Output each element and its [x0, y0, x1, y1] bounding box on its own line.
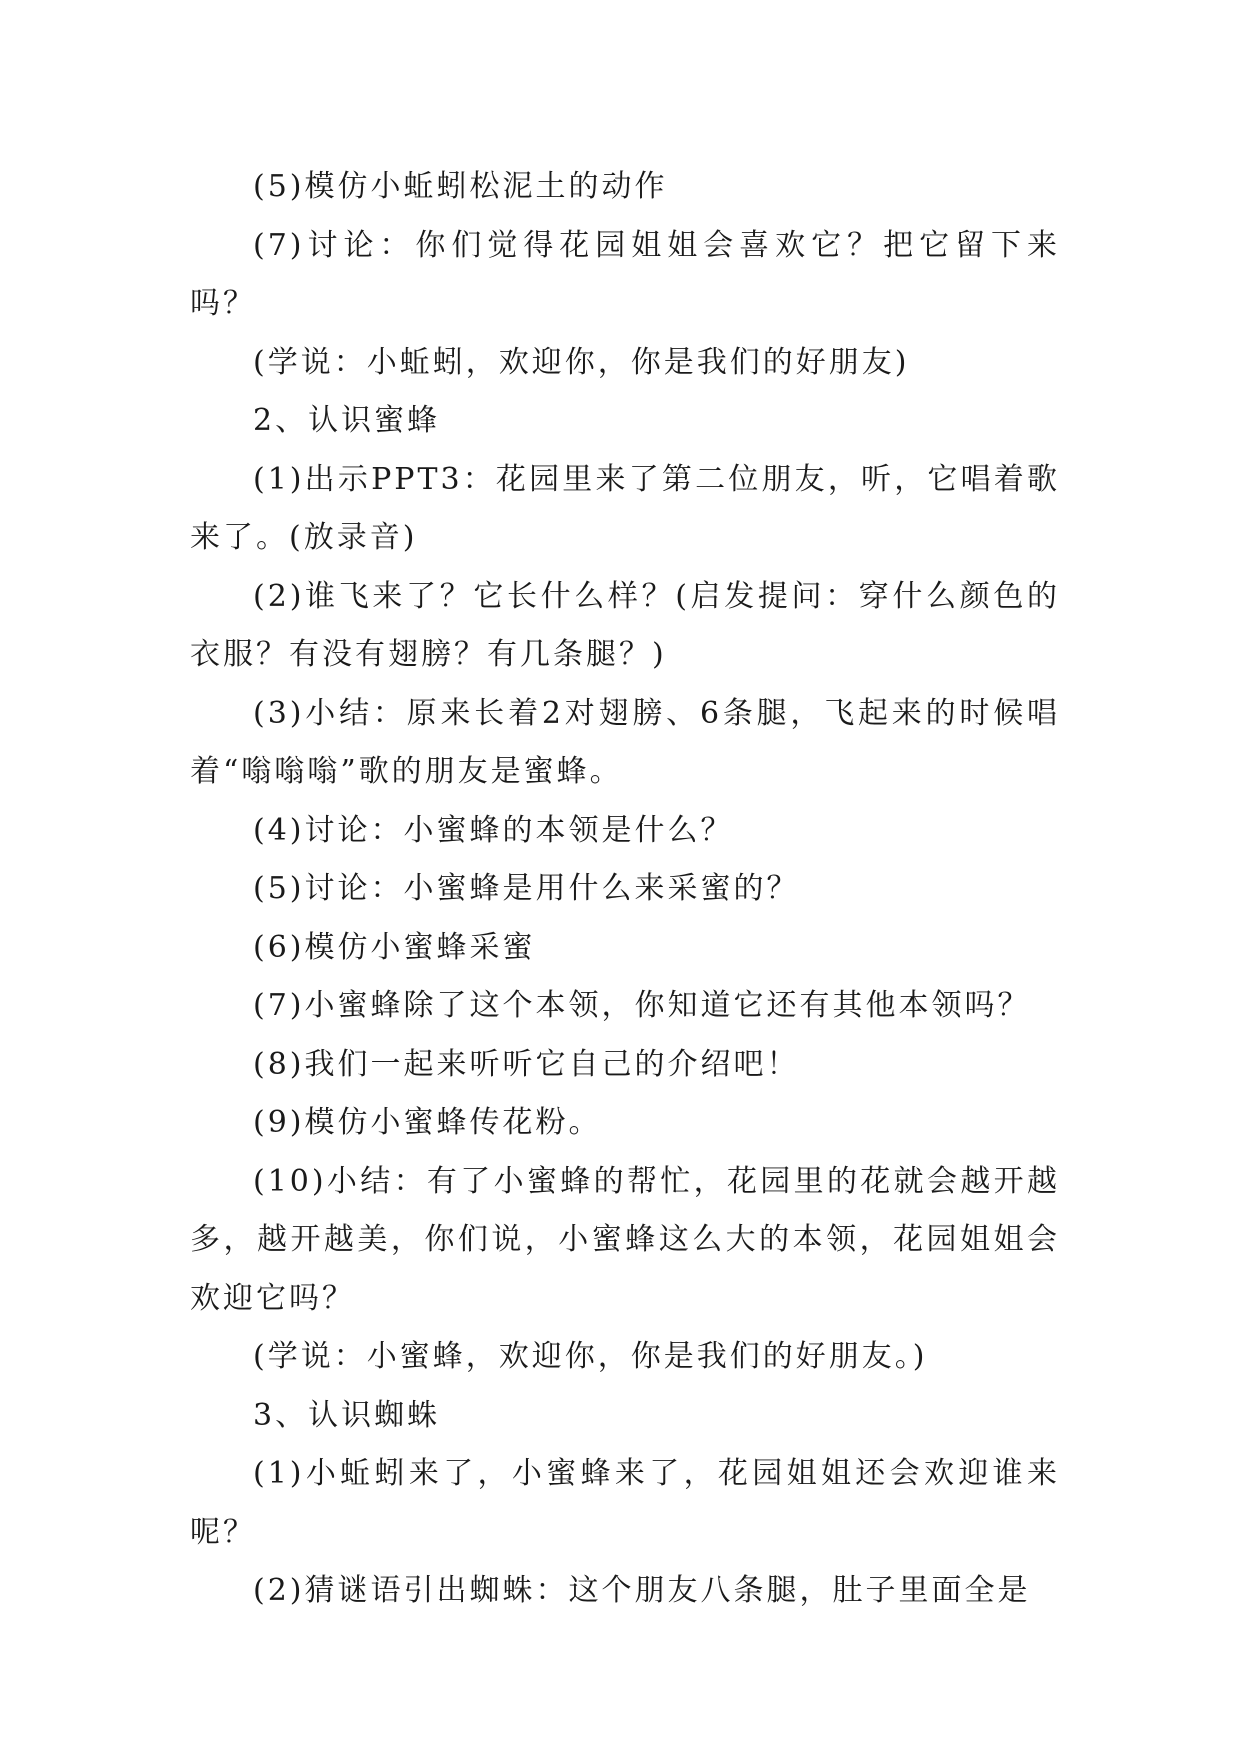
paragraph: (5)讨论：小蜜蜂是用什么来采蜜的？	[253, 871, 800, 906]
section-heading: 2、认识蜜蜂	[253, 403, 441, 438]
paragraph: (1)出示PPT3：花园里来了第二位朋友，听，它唱着歌来了。(放录音)	[190, 461, 1060, 555]
paragraph: (10)小结：有了小蜜蜂的帮忙，花园里的花就会越开越多，越开越美，你们说，小蜜蜂这么大的本领，花园姐姐会欢迎它吗？	[190, 1163, 1060, 1316]
paragraph: (2)谁飞来了？它长什么样？(启发提问：穿什么颜色的衣服？有没有翅膀？有几条腿？)	[190, 578, 1060, 672]
paragraph: (学说：小蜜蜂，欢迎你，你是我们的好朋友。)	[253, 1339, 928, 1374]
paragraph: (3)小结：原来长着2对翅膀、6条腿，飞起来的时候唱着“嗡嗡嗡”歌的朋友是蜜蜂。	[190, 695, 1060, 789]
paragraph: (1)小蚯蚓来了，小蜜蜂来了，花园姐姐还会欢迎谁来呢？	[190, 1456, 1060, 1550]
paragraph: (4)讨论：小蜜蜂的本领是什么？	[253, 812, 734, 848]
section-heading: 3、认识蜘蛛	[253, 1397, 441, 1433]
document-body	[190, 158, 1060, 1621]
paragraph: (5)模仿小蚯蚓松泥土的动作	[253, 169, 668, 204]
paragraph: (学说：小蚯蚓，欢迎你，你是我们的好朋友)	[253, 344, 910, 380]
paragraph: (9)模仿小蜜蜂传花粉。	[253, 1105, 602, 1140]
paragraph: (7)讨论：你们觉得花园姐姐会喜欢它？把它留下来吗？	[190, 227, 1060, 321]
paragraph: (8)我们一起来听听它自己的介绍吧！	[253, 1046, 800, 1082]
paragraph: (6)模仿小蜜蜂采蜜	[253, 929, 536, 965]
paragraph: (7)小蜜蜂除了这个本领，你知道它还有其他本领吗？	[253, 988, 1031, 1023]
paragraph: (2)猜谜语引出蜘蛛：这个朋友八条腿，肚子里面全是	[253, 1573, 1031, 1608]
